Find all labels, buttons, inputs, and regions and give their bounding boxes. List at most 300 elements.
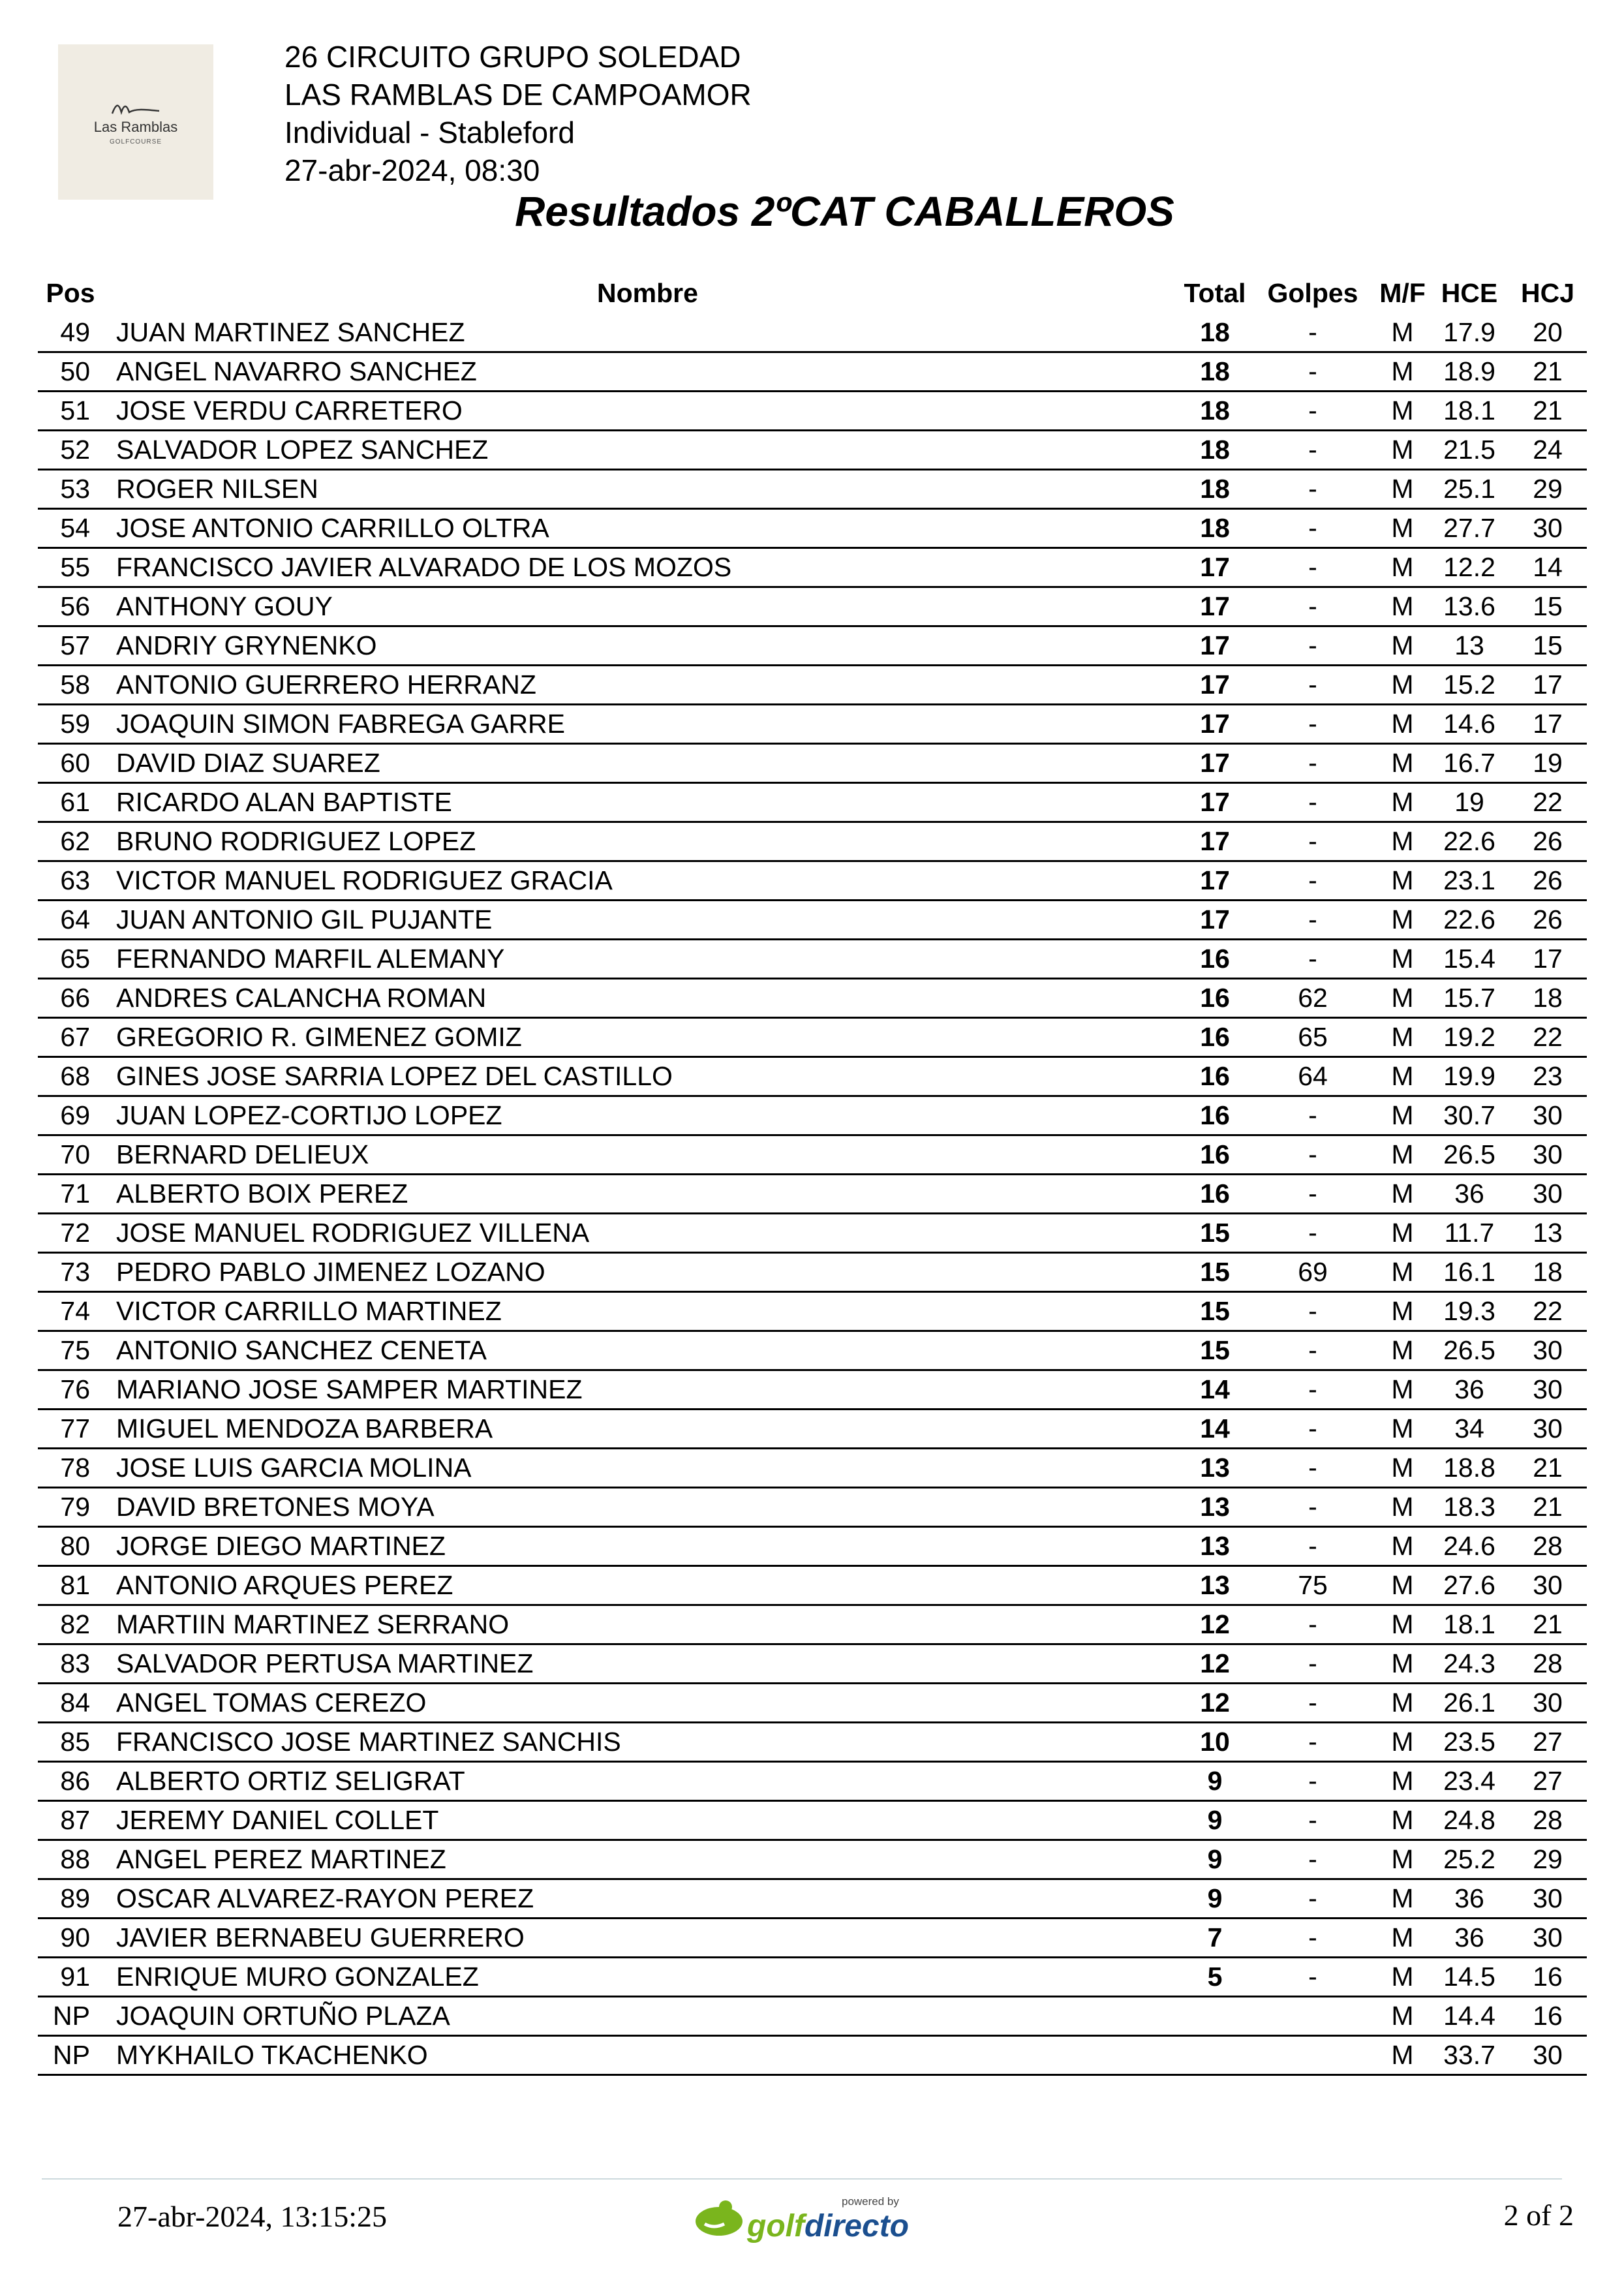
- cell-golpes: 75: [1251, 1566, 1375, 1605]
- cell-mf: M: [1375, 2036, 1430, 2075]
- cell-name: JEREMY DANIEL COLLET: [103, 1801, 1179, 1840]
- cell-name: GINES JOSE SARRIA LOPEZ DEL CASTILLO: [103, 1057, 1179, 1096]
- table-row: [38, 1762, 1587, 1801]
- cell-hce: 24.3: [1430, 1644, 1509, 1684]
- cell-golpes: -: [1251, 1331, 1375, 1370]
- table-row: [38, 1370, 1587, 1410]
- cell-mf: M: [1375, 626, 1430, 666]
- cell-hcj: 15: [1509, 587, 1587, 626]
- cell-hcj: 16: [1509, 1997, 1587, 2036]
- cell-hce: 13: [1430, 626, 1509, 666]
- cell-hcj: 18: [1509, 1253, 1587, 1292]
- cell-mf: M: [1375, 1723, 1430, 1762]
- cell-hce: 36: [1430, 1879, 1509, 1919]
- cell-total: 7: [1179, 1919, 1251, 1958]
- cell-hce: 26.1: [1430, 1684, 1509, 1723]
- cell-total: 17: [1179, 861, 1251, 901]
- cell-pos: 85: [38, 1723, 103, 1762]
- cell-pos: 70: [38, 1135, 103, 1175]
- cell-hcj: 30: [1509, 1096, 1587, 1135]
- table-row: [38, 1253, 1587, 1292]
- cell-golpes: -: [1251, 1801, 1375, 1840]
- cell-pos: 68: [38, 1057, 103, 1096]
- table-row: [38, 509, 1587, 548]
- table-row: [38, 861, 1587, 901]
- cell-hce: 24.8: [1430, 1801, 1509, 1840]
- cell-pos: 63: [38, 861, 103, 901]
- cell-pos: 69: [38, 1096, 103, 1135]
- cell-mf: M: [1375, 314, 1430, 352]
- cell-total: 16: [1179, 1018, 1251, 1057]
- cell-golpes: -: [1251, 509, 1375, 548]
- cell-total: 15: [1179, 1214, 1251, 1253]
- cell-hce: 27.6: [1430, 1566, 1509, 1605]
- table-row: [38, 666, 1587, 705]
- cell-hce: 18.8: [1430, 1449, 1509, 1488]
- table-row: [38, 1684, 1587, 1723]
- cell-hce: 25.2: [1430, 1840, 1509, 1879]
- cell-name: ALBERTO BOIX PEREZ: [103, 1175, 1179, 1214]
- table-row: [38, 1997, 1587, 2036]
- cell-name: ANTONIO GUERRERO HERRANZ: [103, 666, 1179, 705]
- cell-pos: 87: [38, 1801, 103, 1840]
- cell-mf: M: [1375, 1135, 1430, 1175]
- cell-mf: M: [1375, 1919, 1430, 1958]
- col-header-total: Total: [1184, 277, 1246, 308]
- cell-hcj: 26: [1509, 901, 1587, 940]
- cell-total: 17: [1179, 626, 1251, 666]
- cell-hcj: 20: [1509, 314, 1587, 352]
- table-row: [38, 1214, 1587, 1253]
- cell-hcj: 30: [1509, 2036, 1587, 2075]
- cell-name: JUAN MARTINEZ SANCHEZ: [103, 314, 1179, 352]
- cell-total: 18: [1179, 431, 1251, 470]
- cell-hce: 15.7: [1430, 979, 1509, 1018]
- cell-hce: 19.9: [1430, 1057, 1509, 1096]
- cell-total: 16: [1179, 1175, 1251, 1214]
- cell-total: 17: [1179, 744, 1251, 783]
- cell-mf: M: [1375, 1018, 1430, 1057]
- table-row: [38, 1840, 1587, 1879]
- cell-golpes: -: [1251, 666, 1375, 705]
- cell-name: VICTOR CARRILLO MARTINEZ: [103, 1292, 1179, 1331]
- cell-hcj: 30: [1509, 1175, 1587, 1214]
- table-row: [38, 940, 1587, 979]
- cell-pos: NP: [38, 2036, 103, 2075]
- cell-hce: 36: [1430, 1175, 1509, 1214]
- cell-total: 15: [1179, 1331, 1251, 1370]
- cell-pos: 79: [38, 1488, 103, 1527]
- cell-golpes: -: [1251, 1919, 1375, 1958]
- cell-hcj: 16: [1509, 1958, 1587, 1997]
- page-number: 2 of 2: [1503, 2198, 1574, 2232]
- table-row: [38, 1566, 1587, 1605]
- cell-pos: 49: [38, 314, 103, 352]
- cell-hcj: 18: [1509, 979, 1587, 1018]
- cell-hce: 19.3: [1430, 1292, 1509, 1331]
- table-row: [38, 822, 1587, 861]
- cell-hcj: 30: [1509, 509, 1587, 548]
- cell-mf: M: [1375, 1566, 1430, 1605]
- cell-total: 16: [1179, 1096, 1251, 1135]
- cell-hcj: 27: [1509, 1762, 1587, 1801]
- cell-golpes: -: [1251, 1096, 1375, 1135]
- cell-mf: M: [1375, 1684, 1430, 1723]
- cell-mf: M: [1375, 979, 1430, 1018]
- event-format: Individual - Stableford: [284, 116, 575, 149]
- cell-hcj: 14: [1509, 548, 1587, 587]
- cell-total: 9: [1179, 1840, 1251, 1879]
- cell-golpes: -: [1251, 392, 1375, 431]
- cell-total: 17: [1179, 548, 1251, 587]
- cell-golpes: -: [1251, 1370, 1375, 1410]
- table-row: [38, 431, 1587, 470]
- cell-total: 15: [1179, 1253, 1251, 1292]
- cell-name: JORGE DIEGO MARTINEZ: [103, 1527, 1179, 1566]
- cell-hcj: 30: [1509, 1135, 1587, 1175]
- cell-mf: M: [1375, 1605, 1430, 1644]
- col-header-pos: Pos: [46, 277, 95, 308]
- cell-total: [1179, 1997, 1251, 2036]
- cell-hcj: 17: [1509, 940, 1587, 979]
- cell-mf: M: [1375, 744, 1430, 783]
- cell-hce: 36: [1430, 1919, 1509, 1958]
- cell-mf: M: [1375, 1331, 1430, 1370]
- cell-pos: 90: [38, 1919, 103, 1958]
- cell-pos: 60: [38, 744, 103, 783]
- cell-name: FERNANDO MARFIL ALEMANY: [103, 940, 1179, 979]
- cell-golpes: -: [1251, 587, 1375, 626]
- table-row: [38, 1527, 1587, 1566]
- cell-mf: M: [1375, 1958, 1430, 1997]
- cell-pos: 66: [38, 979, 103, 1018]
- table-row: [38, 1449, 1587, 1488]
- cell-mf: M: [1375, 1527, 1430, 1566]
- cell-name: JUAN LOPEZ-CORTIJO LOPEZ: [103, 1096, 1179, 1135]
- cell-golpes: -: [1251, 470, 1375, 509]
- cell-golpes: 69: [1251, 1253, 1375, 1292]
- cell-hce: 18.1: [1430, 1605, 1509, 1644]
- table-row: [38, 1175, 1587, 1214]
- cell-mf: M: [1375, 783, 1430, 822]
- table-row: [38, 1292, 1587, 1331]
- cell-hce: 18.3: [1430, 1488, 1509, 1527]
- cell-hcj: 30: [1509, 1879, 1587, 1919]
- cell-hce: 24.6: [1430, 1527, 1509, 1566]
- cell-hce: 17.9: [1430, 314, 1509, 352]
- cell-name: DAVID BRETONES MOYA: [103, 1488, 1179, 1527]
- cell-mf: M: [1375, 548, 1430, 587]
- cell-total: [1179, 2036, 1251, 2075]
- cell-hce: 19.2: [1430, 1018, 1509, 1057]
- cell-name: JOAQUIN SIMON FABREGA GARRE: [103, 705, 1179, 744]
- cell-name: MARTIIN MARTINEZ SERRANO: [103, 1605, 1179, 1644]
- cell-total: 15: [1179, 1292, 1251, 1331]
- cell-golpes: -: [1251, 548, 1375, 587]
- cell-name: DAVID DIAZ SUAREZ: [103, 744, 1179, 783]
- golfdirecto-logo: [747, 2208, 909, 2244]
- cell-hce: 21.5: [1430, 431, 1509, 470]
- cell-golpes: [1251, 1997, 1375, 2036]
- cell-mf: M: [1375, 1997, 1430, 2036]
- cell-golpes: -: [1251, 1723, 1375, 1762]
- cell-total: 17: [1179, 705, 1251, 744]
- cell-name: RICARDO ALAN BAPTISTE: [103, 783, 1179, 822]
- cell-hce: 13.6: [1430, 587, 1509, 626]
- cell-hce: 26.5: [1430, 1135, 1509, 1175]
- cell-hcj: 28: [1509, 1527, 1587, 1566]
- cell-hcj: 17: [1509, 705, 1587, 744]
- cell-name: ROGER NILSEN: [103, 470, 1179, 509]
- cell-hcj: 19: [1509, 744, 1587, 783]
- cell-name: JOSE MANUEL RODRIGUEZ VILLENA: [103, 1214, 1179, 1253]
- cell-name: ALBERTO ORTIZ SELIGRAT: [103, 1762, 1179, 1801]
- logo-name: Las Ramblas: [93, 118, 178, 135]
- cell-golpes: -: [1251, 705, 1375, 744]
- cell-total: 10: [1179, 1723, 1251, 1762]
- cell-hce: 14.5: [1430, 1958, 1509, 1997]
- cell-hcj: 30: [1509, 1919, 1587, 1958]
- table-header-row: [38, 272, 1587, 314]
- cell-name: GREGORIO R. GIMENEZ GOMIZ: [103, 1018, 1179, 1057]
- table-row: [38, 1410, 1587, 1449]
- cell-mf: M: [1375, 1488, 1430, 1527]
- cell-total: 17: [1179, 783, 1251, 822]
- cell-pos: 76: [38, 1370, 103, 1410]
- event-header: [284, 38, 752, 189]
- cell-mf: M: [1375, 1292, 1430, 1331]
- results-table: [38, 272, 1587, 2076]
- cell-pos: 61: [38, 783, 103, 822]
- cell-pos: 51: [38, 392, 103, 431]
- table-row: [38, 744, 1587, 783]
- cell-total: 16: [1179, 1135, 1251, 1175]
- cell-hce: 25.1: [1430, 470, 1509, 509]
- cell-mf: M: [1375, 940, 1430, 979]
- cell-hcj: 30: [1509, 1410, 1587, 1449]
- cell-pos: 84: [38, 1684, 103, 1723]
- cell-pos: 64: [38, 901, 103, 940]
- cell-mf: M: [1375, 861, 1430, 901]
- cell-pos: NP: [38, 1997, 103, 2036]
- col-header-mf: M/F: [1379, 277, 1426, 308]
- cell-mf: M: [1375, 392, 1430, 431]
- cell-golpes: 64: [1251, 1057, 1375, 1096]
- cell-hce: 15.4: [1430, 940, 1509, 979]
- table-row: [38, 783, 1587, 822]
- cell-hce: 18.9: [1430, 352, 1509, 392]
- cell-mf: M: [1375, 587, 1430, 626]
- cell-total: 13: [1179, 1449, 1251, 1488]
- logo-subtitle: GOLFCOURSE: [109, 138, 162, 146]
- table-row: [38, 548, 1587, 587]
- cell-name: ANDRIY GRYNENKO: [103, 626, 1179, 666]
- table-row: [38, 705, 1587, 744]
- cell-golpes: 62: [1251, 979, 1375, 1018]
- cell-hcj: 15: [1509, 626, 1587, 666]
- cell-total: 17: [1179, 587, 1251, 626]
- table-row: [38, 1488, 1587, 1527]
- cell-hce: 36: [1430, 1370, 1509, 1410]
- event-name: 26 CIRCUITO GRUPO SOLEDAD: [284, 40, 741, 74]
- cell-name: JOAQUIN ORTUÑO PLAZA: [103, 1997, 1179, 2036]
- cell-total: 18: [1179, 470, 1251, 509]
- cell-total: 12: [1179, 1684, 1251, 1723]
- table-row: [38, 979, 1587, 1018]
- cell-hce: 23.1: [1430, 861, 1509, 901]
- cell-total: 16: [1179, 1057, 1251, 1096]
- cell-name: ANGEL PEREZ MARTINEZ: [103, 1840, 1179, 1879]
- cell-mf: M: [1375, 1410, 1430, 1449]
- cell-total: 17: [1179, 666, 1251, 705]
- cell-name: SALVADOR PERTUSA MARTINEZ: [103, 1644, 1179, 1684]
- cell-golpes: -: [1251, 1605, 1375, 1644]
- cell-name: PEDRO PABLO JIMENEZ LOZANO: [103, 1253, 1179, 1292]
- table-row: [38, 1018, 1587, 1057]
- cell-mf: M: [1375, 1644, 1430, 1684]
- cell-total: 13: [1179, 1566, 1251, 1605]
- cell-mf: M: [1375, 1096, 1430, 1135]
- cell-total: 13: [1179, 1488, 1251, 1527]
- cell-hcj: 26: [1509, 861, 1587, 901]
- cell-hce: 16.1: [1430, 1253, 1509, 1292]
- cell-hcj: 29: [1509, 470, 1587, 509]
- cell-total: 9: [1179, 1879, 1251, 1919]
- cell-pos: 58: [38, 666, 103, 705]
- cell-golpes: -: [1251, 1958, 1375, 1997]
- cell-name: FRANCISCO JOSE MARTINEZ SANCHIS: [103, 1723, 1179, 1762]
- cell-hce: 12.2: [1430, 548, 1509, 587]
- cell-pos: 56: [38, 587, 103, 626]
- cell-golpes: -: [1251, 822, 1375, 861]
- cell-name: VICTOR MANUEL RODRIGUEZ GRACIA: [103, 861, 1179, 901]
- cell-total: 9: [1179, 1801, 1251, 1840]
- cell-mf: M: [1375, 352, 1430, 392]
- cell-name: BERNARD DELIEUX: [103, 1135, 1179, 1175]
- table-row: [38, 1958, 1587, 1997]
- cell-hcj: 23: [1509, 1057, 1587, 1096]
- table-row: [38, 1057, 1587, 1096]
- cell-mf: M: [1375, 1370, 1430, 1410]
- cell-total: 17: [1179, 901, 1251, 940]
- cell-mf: M: [1375, 1253, 1430, 1292]
- cell-name: FRANCISCO JAVIER ALVARADO DE LOS MOZOS: [103, 548, 1179, 587]
- cell-golpes: [1251, 2036, 1375, 2075]
- cell-name: ANTHONY GOUY: [103, 587, 1179, 626]
- cell-pos: 88: [38, 1840, 103, 1879]
- cell-mf: M: [1375, 1175, 1430, 1214]
- cell-mf: M: [1375, 1879, 1430, 1919]
- cell-total: 14: [1179, 1410, 1251, 1449]
- cell-golpes: -: [1251, 626, 1375, 666]
- cell-total: 18: [1179, 314, 1251, 352]
- cell-hcj: 22: [1509, 783, 1587, 822]
- table-row: [38, 392, 1587, 431]
- table-row: [38, 626, 1587, 666]
- cell-pos: 82: [38, 1605, 103, 1644]
- cell-golpes: -: [1251, 1762, 1375, 1801]
- table-row: [38, 1879, 1587, 1919]
- cell-total: 16: [1179, 979, 1251, 1018]
- brand-directo: directo: [804, 2209, 909, 2243]
- cell-golpes: -: [1251, 1527, 1375, 1566]
- cell-golpes: -: [1251, 1214, 1375, 1253]
- table-row: [38, 1096, 1587, 1135]
- cell-pos: 57: [38, 626, 103, 666]
- cell-pos: 52: [38, 431, 103, 470]
- cell-golpes: -: [1251, 940, 1375, 979]
- col-header-name: Nombre: [597, 277, 698, 308]
- cell-hcj: 28: [1509, 1801, 1587, 1840]
- cell-name: MYKHAILO TKACHENKO: [103, 2036, 1179, 2075]
- cell-pos: 65: [38, 940, 103, 979]
- cell-hce: 15.2: [1430, 666, 1509, 705]
- table-row: [38, 1723, 1587, 1762]
- col-header-hce: HCE: [1441, 277, 1498, 308]
- cell-pos: 80: [38, 1527, 103, 1566]
- table-row: [38, 1919, 1587, 1958]
- cell-name: SALVADOR LOPEZ SANCHEZ: [103, 431, 1179, 470]
- cell-mf: M: [1375, 431, 1430, 470]
- cell-hce: 33.7: [1430, 2036, 1509, 2075]
- cell-mf: M: [1375, 470, 1430, 509]
- cell-golpes: -: [1251, 1135, 1375, 1175]
- cell-hce: 30.7: [1430, 1096, 1509, 1135]
- cell-hcj: 29: [1509, 1840, 1587, 1879]
- cell-hce: 22.6: [1430, 822, 1509, 861]
- cell-hce: 34: [1430, 1410, 1509, 1449]
- cell-golpes: -: [1251, 1644, 1375, 1684]
- cell-hce: 23.4: [1430, 1762, 1509, 1801]
- cell-hce: 14.4: [1430, 1997, 1509, 2036]
- cell-golpes: -: [1251, 1449, 1375, 1488]
- cell-hce: 18.1: [1430, 392, 1509, 431]
- cell-hce: 27.7: [1430, 509, 1509, 548]
- cell-total: 18: [1179, 352, 1251, 392]
- cell-pos: 89: [38, 1879, 103, 1919]
- cell-golpes: -: [1251, 783, 1375, 822]
- table-row: [38, 470, 1587, 509]
- cell-total: 9: [1179, 1762, 1251, 1801]
- cell-hce: 19: [1430, 783, 1509, 822]
- cell-total: 12: [1179, 1605, 1251, 1644]
- footer-divider: [42, 2178, 1562, 2180]
- cell-total: 14: [1179, 1370, 1251, 1410]
- cell-hcj: 26: [1509, 822, 1587, 861]
- cell-pos: 91: [38, 1958, 103, 1997]
- cell-golpes: -: [1251, 1292, 1375, 1331]
- cell-hce: 23.5: [1430, 1723, 1509, 1762]
- results-body: [38, 314, 1587, 2075]
- cell-hcj: 13: [1509, 1214, 1587, 1253]
- cell-golpes: -: [1251, 1840, 1375, 1879]
- cell-pos: 53: [38, 470, 103, 509]
- cell-mf: M: [1375, 666, 1430, 705]
- table-row: [38, 901, 1587, 940]
- cell-pos: 50: [38, 352, 103, 392]
- cell-mf: M: [1375, 509, 1430, 548]
- cell-golpes: -: [1251, 314, 1375, 352]
- cell-hcj: 21: [1509, 1449, 1587, 1488]
- cell-mf: M: [1375, 901, 1430, 940]
- table-row: [38, 314, 1587, 352]
- cell-name: ANTONIO ARQUES PEREZ: [103, 1566, 1179, 1605]
- cell-name: JAVIER BERNABEU GUERRERO: [103, 1919, 1179, 1958]
- cell-pos: 77: [38, 1410, 103, 1449]
- table-row: [38, 1331, 1587, 1370]
- cell-mf: M: [1375, 1801, 1430, 1840]
- cell-mf: M: [1375, 1840, 1430, 1879]
